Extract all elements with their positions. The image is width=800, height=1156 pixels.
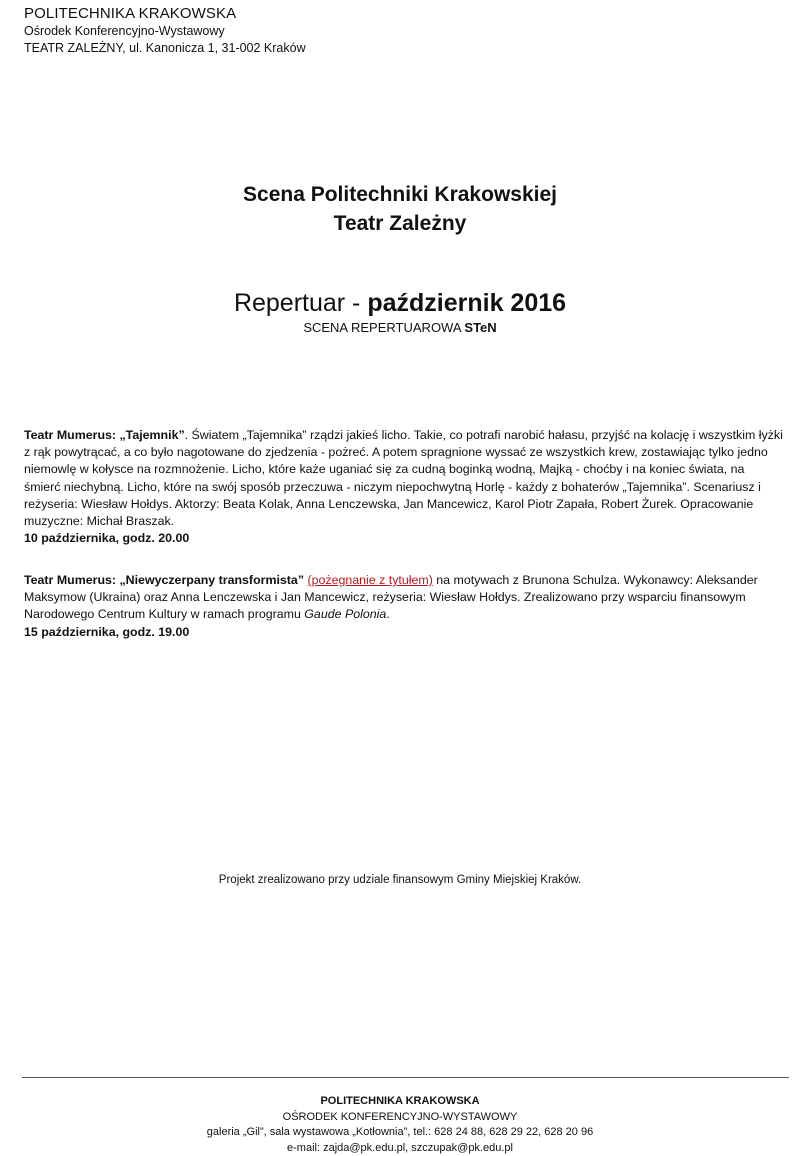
repertoire-month: październik 2016: [367, 289, 566, 317]
footer-contact: galeria „Gil”, sala wystawowa „Kotłownia”, tel.: 628 24 88, 628 29 22, 628 20 96: [0, 1125, 800, 1141]
funding-note: Projekt zrealizowano przy udziale finansowym Gminy Miejskiej Kraków.: [0, 873, 800, 888]
event-title: Teatr Mumerus: „Tajemnik”: [24, 428, 185, 442]
program-name: Gaude Polonia: [304, 607, 386, 621]
letterhead-center: Ośrodek Konferencyjno-Wystawowy: [24, 23, 306, 40]
event-date: 15 października, godz. 19.00: [24, 624, 784, 641]
footer-institution: POLITECHNIKA KRAKOWSKA: [0, 1094, 800, 1110]
scene-heading: [0, 319, 800, 336]
event-text-end: .: [386, 607, 389, 621]
page-title: Scena Politechniki Krakowskiej: [0, 182, 800, 208]
farewell-link[interactable]: (pożegnanie z tytułem): [307, 573, 432, 587]
event-text: . Światem „Tajemnika” rządzi jakieś licho. Takie, co potrafi narobić hałasu, przyjść na kolację i wszystkim łyżki z rąk powytrącać, a co było nagotowane do zjedzenia - pożreć. A potem spragnione wyssać ze wszystkich krew, zostawiając tylko jedno niemowlę w kołysce na rozmnożenie. Licho, które każe uganiać się za cudną boginką wodną, Majką - choćby i na koniec świata, na śmierć niechybną. Licho, które na swój sposób przeczuwa - niczym niepochwytną Horlę - każdy z bohaterów „Tajemnika”. Scenariusz i reżyseria: Wiesław Hołdys. Aktorzy: Beata Kolak, Anna Lenczewska, Jan Mancewicz, Karol Piotr Zapała, Robert Żurek. Opracowanie muzyczne: Michał Braszak.: [24, 428, 783, 528]
letterhead-institution: POLITECHNIKA KRAKOWSKA: [24, 4, 306, 23]
event-description: [24, 428, 783, 528]
event-date: 10 października, godz. 20.00: [24, 530, 784, 547]
scene-label: SCENA REPERTUAROWA: [303, 320, 464, 335]
footer-center: OŚRODEK KONFERENCYJNO-WYSTAWOWY: [0, 1110, 800, 1126]
repertoire-prefix: Repertuar -: [234, 289, 367, 317]
scene-name: STeN: [464, 320, 496, 335]
footer: [0, 1094, 800, 1156]
letterhead-address: TEATR ZALEŻNY, ul. Kanonicza 1, 31-002 Kraków: [24, 40, 306, 57]
event-text: na motywach z Brunona Schulza. Wykonawcy: Aleksander Maksymow (Ukraina) oraz Anna Lenczewska i Jan Mancewicz, reżyseria: Wiesław Hołdys. Zrealizowano przy wsparciu finansowym Narodowego Centrum Kultury w ramach programu: [24, 573, 758, 621]
footer-email: e-mail: zajda@pk.edu.pl, szczupak@pk.edu.pl: [0, 1141, 800, 1156]
repertoire-heading: [0, 287, 800, 319]
letterhead: [24, 4, 306, 57]
event-item: [24, 427, 784, 547]
page-subtitle: Teatr Zależny: [0, 211, 800, 237]
event-item: [24, 572, 784, 641]
event-description: [24, 573, 758, 621]
event-title: Teatr Mumerus: „Niewyczerpany transformista”: [24, 573, 304, 587]
footer-divider: [22, 1077, 789, 1078]
